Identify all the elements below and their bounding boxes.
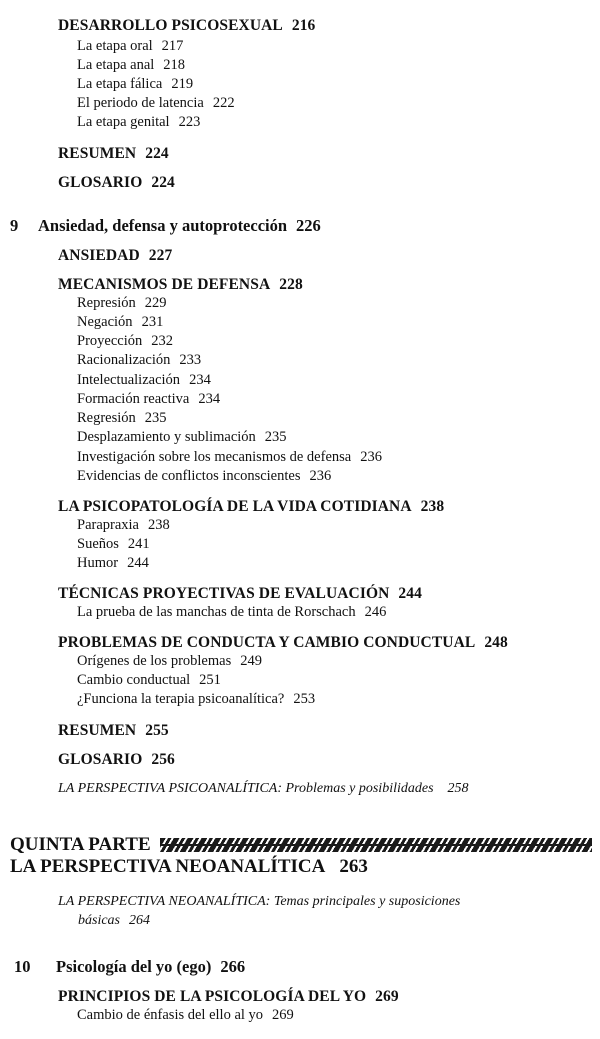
entry-label: Desplazamiento y sublimación: [77, 429, 256, 445]
section-title: GLOSARIO: [58, 174, 143, 191]
section-heading: [58, 498, 444, 515]
page-number: 236: [309, 468, 332, 484]
page-number: 244: [127, 555, 149, 571]
section-title: RESUMEN: [58, 145, 137, 162]
page-number: 227: [148, 247, 173, 264]
page-number: 219: [171, 76, 194, 92]
perspective-entry-cont: [78, 913, 150, 928]
page-number: 241: [127, 536, 150, 552]
entry-label: Intelectualización: [77, 372, 181, 388]
page-number: 253: [293, 691, 316, 707]
toc-entry: [77, 315, 163, 331]
entry-label: La etapa fálica: [77, 76, 163, 92]
entry-label: ¿Funciona la terapia psicoanalítica?: [77, 691, 285, 707]
page-number: 251: [199, 672, 221, 688]
page-number: 269: [272, 1007, 294, 1023]
chapter-heading: [14, 958, 245, 976]
page-number: 258: [447, 781, 469, 796]
glosario-heading: [58, 174, 175, 191]
entry-label: LA PERSPECTIVA PSICOANALÍTICA: Problemas y posibilidades: [58, 781, 434, 796]
chapter-title: Psicología del yo (ego): [56, 957, 212, 976]
entry-label: Evidencias de conflictos inconscientes: [77, 468, 301, 484]
toc-entry: [77, 77, 193, 93]
toc-entry: [77, 96, 235, 112]
page-number: 218: [163, 57, 186, 73]
entry-label: Orígenes de los problemas: [77, 653, 232, 669]
section-title: MECANISMOS DE DEFENSA: [58, 276, 271, 293]
toc-entry: [77, 430, 287, 446]
page-number: 229: [144, 295, 167, 311]
entry-label: El periodo de latencia: [77, 95, 204, 111]
toc-entry: [77, 58, 185, 74]
section-heading: [58, 634, 508, 651]
toc-entry: [77, 654, 262, 670]
page-number: 224: [145, 145, 169, 162]
page-number: 234: [198, 391, 221, 407]
toc-entry: [77, 353, 201, 369]
toc-entry: [77, 605, 386, 621]
toc-entry: [77, 39, 183, 55]
section-title: PRINCIPIOS DE LA PSICOLOGÍA DEL YO: [58, 988, 367, 1005]
page-number: 231: [141, 314, 164, 330]
section-title: GLOSARIO: [58, 751, 143, 768]
page-number: 264: [129, 913, 150, 928]
page-number: 228: [279, 276, 303, 293]
toc-entry: [77, 115, 200, 131]
toc-entry: [77, 469, 331, 485]
page-number: 249: [240, 653, 262, 669]
entry-label: Racionalización: [77, 352, 171, 368]
section-title: ANSIEDAD: [58, 247, 140, 264]
page-number: 226: [296, 216, 321, 235]
perspective-entry: LA PERSPECTIVA NEOANALÍTICA: Temas principales y suposiciones: [58, 894, 461, 909]
section-title: DESARROLLO PSICOSEXUAL: [58, 17, 283, 34]
toc-entry: [77, 450, 382, 466]
page-number: 234: [189, 372, 211, 388]
page-number: 238: [420, 498, 445, 515]
page-number: 255: [145, 722, 169, 739]
section-heading: [58, 276, 303, 293]
entry-label: Cambio conductual: [77, 672, 191, 688]
page-number: 256: [151, 751, 175, 768]
entry-label: La etapa oral: [77, 38, 153, 54]
chapter-title: Ansiedad, defensa y autoprotección: [38, 216, 288, 235]
toc-entry: [77, 673, 221, 689]
section-heading: [58, 17, 315, 34]
page-number: 224: [151, 174, 175, 191]
part-title-text: LA PERSPECTIVA NEOANALÍTICA: [10, 856, 326, 877]
section-title: PROBLEMAS DE CONDUCTA Y CAMBIO CONDUCTUAL: [58, 634, 476, 651]
toc-entry: [77, 411, 167, 427]
entry-label: Parapraxia: [77, 517, 139, 533]
section-heading: [58, 247, 172, 264]
perspective-entry: [58, 781, 469, 796]
page-number: 216: [291, 17, 316, 34]
entry-label: básicas: [78, 913, 120, 928]
entry-label: Humor: [77, 555, 119, 571]
section-title: RESUMEN: [58, 722, 137, 739]
toc-entry: [77, 518, 170, 534]
entry-label: La etapa genital: [77, 114, 170, 130]
glosario-heading: [58, 751, 175, 768]
part-label: QUINTA PARTE: [10, 834, 151, 855]
page-number: 232: [151, 333, 173, 349]
resumen-heading: [58, 722, 169, 739]
toc-entry: [77, 1008, 294, 1024]
page-number: 269: [375, 988, 399, 1005]
entry-label: Proyección: [77, 333, 143, 349]
entry-label: Investigación sobre los mecanismos de defensa: [77, 449, 352, 465]
toc-entry: [77, 692, 315, 708]
toc-entry: [77, 537, 150, 553]
chapter-heading: [10, 217, 321, 235]
page-number: 235: [264, 429, 287, 445]
entry-label: La etapa anal: [77, 57, 155, 73]
section-title: LA PSICOPATOLOGÍA DE LA VIDA COTIDIANA: [58, 498, 412, 515]
page-number: 246: [364, 604, 387, 620]
page-number: 233: [179, 352, 202, 368]
toc-entry: [77, 373, 211, 389]
page-number: 236: [360, 449, 382, 465]
entry-label: La prueba de las manchas de tinta de Rorschach: [77, 604, 356, 620]
toc-entry: [77, 296, 167, 312]
part-title: [10, 857, 368, 878]
decorative-band: [160, 838, 592, 852]
page-number: 217: [161, 38, 184, 54]
page-number: 223: [178, 114, 201, 130]
toc-entry: [77, 556, 149, 572]
section-title: TÉCNICAS PROYECTIVAS DE EVALUACIÓN: [58, 585, 390, 602]
section-heading: [58, 585, 422, 602]
page-number: 244: [398, 585, 422, 602]
page-number: 248: [484, 634, 508, 651]
page-number: 266: [220, 957, 246, 976]
page-number: 263: [339, 856, 368, 877]
entry-label: Formación reactiva: [77, 391, 190, 407]
section-heading: [58, 988, 399, 1005]
entry-label: Regresión: [77, 410, 136, 426]
page-number: 222: [212, 95, 235, 111]
resumen-heading: [58, 145, 169, 162]
entry-label: Negación: [77, 314, 133, 330]
chapter-number: 9: [10, 216, 19, 235]
entry-label: Represión: [77, 295, 136, 311]
chapter-number: 10: [14, 957, 31, 976]
entry-label: Cambio de énfasis del ello al yo: [77, 1007, 264, 1023]
toc-entry: [77, 392, 220, 408]
toc-entry: [77, 334, 173, 350]
page-number: 238: [148, 517, 170, 533]
entry-label: Sueños: [77, 536, 119, 552]
page-number: 235: [144, 410, 167, 426]
